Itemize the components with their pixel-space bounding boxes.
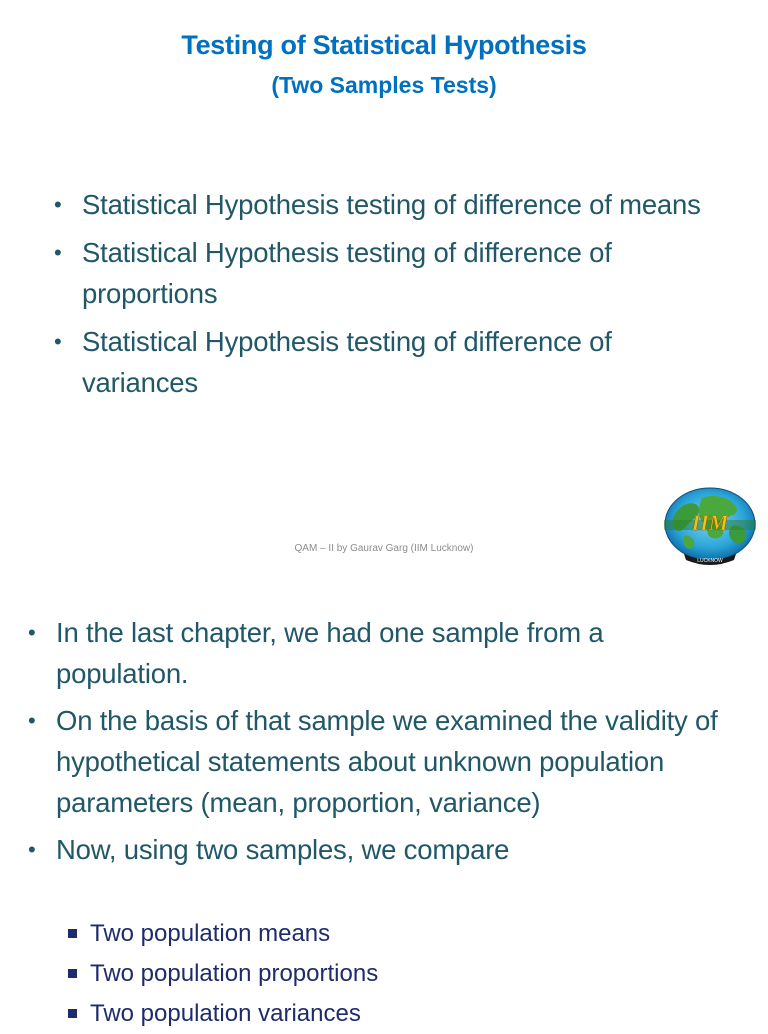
logo-subtext: LUCKNOW [697,558,723,564]
logo-text: IIM [691,510,729,535]
sub-list-item [90,954,730,994]
bullet-dot-icon: • [28,708,36,733]
slide-2 [0,576,768,1027]
content-list [28,612,736,876]
comparison-list [90,914,730,1034]
list-item [54,232,702,314]
sub-list-item-text: Two population means [90,920,331,947]
list-item-text: In the last chapter, we had one sample from a population. [56,617,604,689]
bullet-dot-icon: • [28,837,36,862]
square-bullet-icon [68,929,77,938]
slide-footer: QAM – II by Gaurav Garg (IIM Lucknow) [294,543,474,554]
bullet-dot-icon: • [28,620,36,645]
list-item-text: Now, using two samples, we compare [56,834,510,865]
list-item [28,612,736,694]
list-item-text: On the basis of that sample we examined the validity of hypothetical statements about unknown population parameters (mean, proportion, variance) [56,705,718,818]
sub-list-item-text: Two population proportions [90,960,379,987]
sub-list-item [90,994,730,1034]
bullet-dot-icon: • [54,240,62,265]
topic-list [54,184,702,410]
slide-title: Testing of Statistical Hypothesis [181,30,587,60]
square-bullet-icon [68,969,77,978]
list-item-text: Statistical Hypothesis testing of difference of means [82,189,701,220]
list-item [28,700,736,823]
sub-list-item-text: Two population variances [90,1000,361,1027]
list-item-text: Statistical Hypothesis testing of difference of variances [82,326,612,398]
bullet-dot-icon: • [54,329,62,354]
iim-lucknow-logo [662,486,758,568]
sub-list-item [90,914,730,954]
bullet-dot-icon: • [54,192,62,217]
list-item [28,829,736,870]
list-item-text: Statistical Hypothesis testing of difference of proportions [82,237,612,309]
square-bullet-icon [68,1009,77,1018]
list-item [54,321,702,403]
list-item [54,184,702,225]
slide-subtitle: (Two Samples Tests) [271,72,497,98]
